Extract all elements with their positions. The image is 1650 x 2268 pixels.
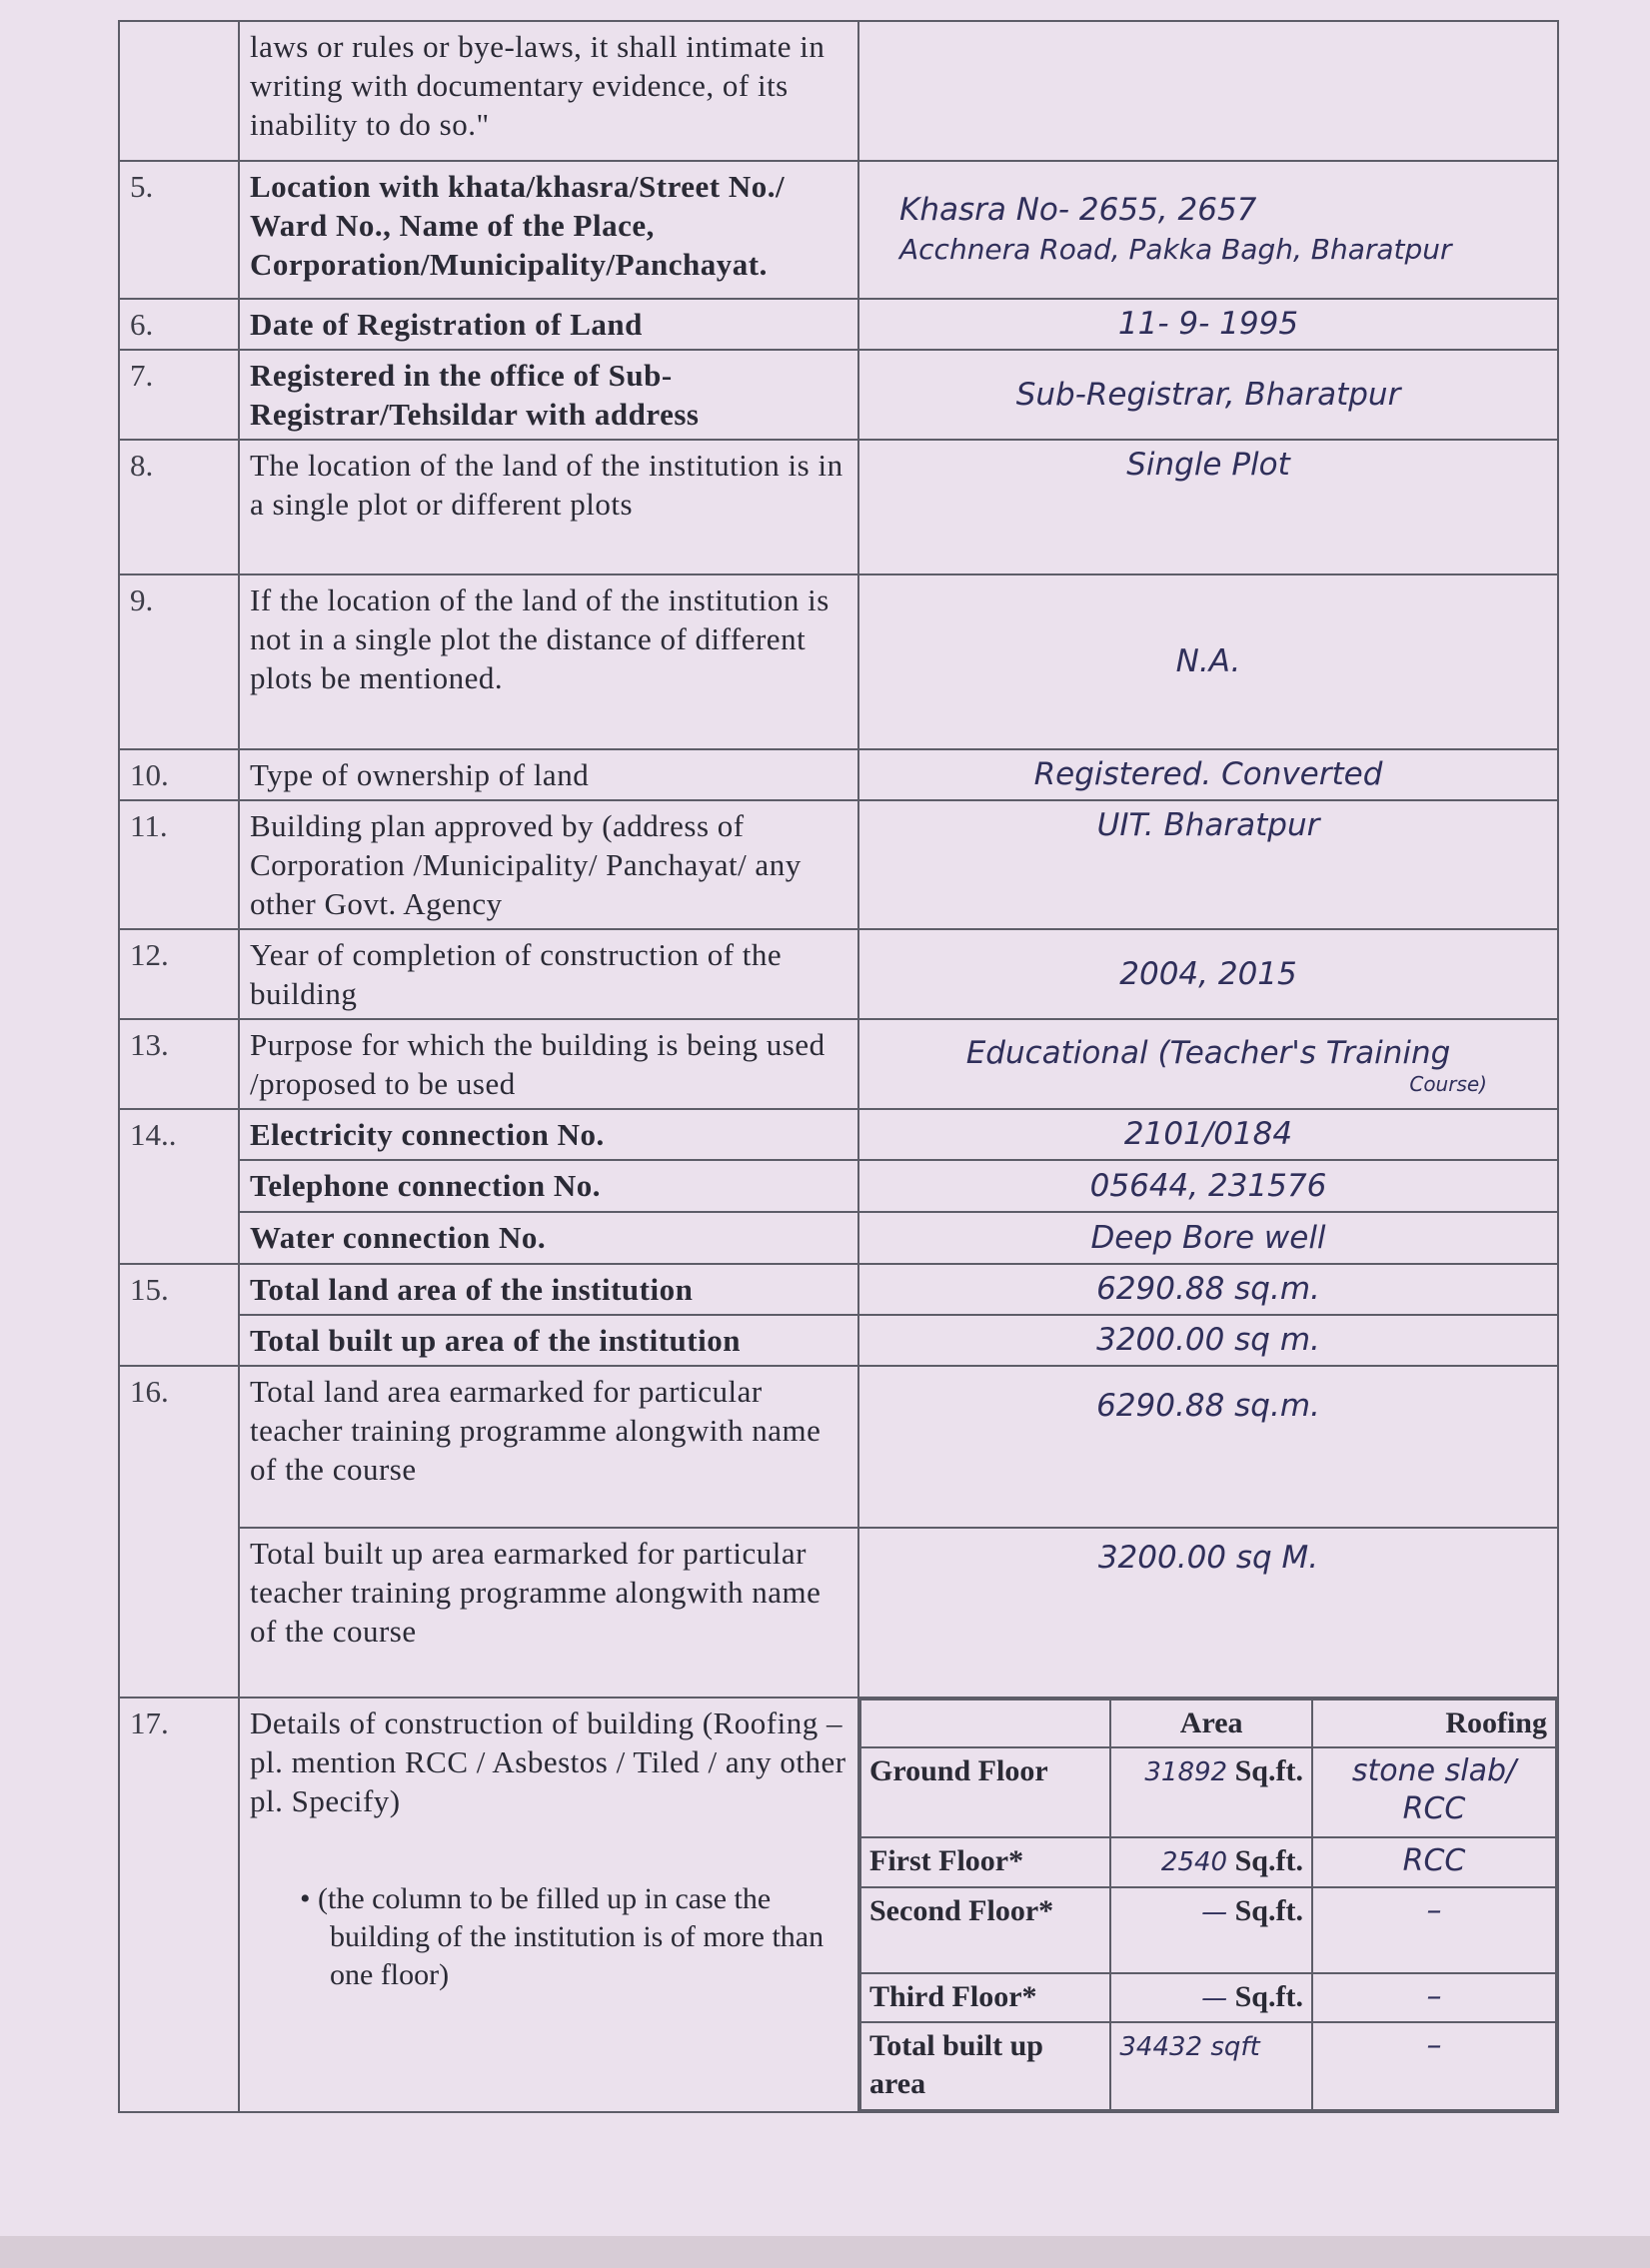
- row-value: 3200.00 sq m.: [858, 1315, 1558, 1366]
- purpose-value: Educational (Teacher's Training: [965, 1034, 1451, 1071]
- purpose-value-note: Course): [1409, 1071, 1487, 1096]
- table-row: [119, 929, 1558, 1019]
- serial-number: [119, 1212, 239, 1264]
- serial-number: 15.: [119, 1264, 239, 1315]
- row-value: 2101/0184: [858, 1109, 1558, 1160]
- construction-table: [859, 1699, 1557, 2111]
- table-row: [860, 1747, 1556, 1837]
- table-row: [119, 161, 1558, 299]
- table-row: [860, 2022, 1556, 2110]
- table-row: [119, 800, 1558, 929]
- row-value: 05644, 231576: [858, 1160, 1558, 1212]
- floor-note-text: (the column to be filled up in case the building of the institution is of more than one floor): [318, 1882, 825, 1991]
- row-description: laws or rules or bye-laws, it shall intimate in writing with documentary evidence, of its inability to do so.": [239, 21, 858, 161]
- table-row: [119, 440, 1558, 574]
- construction-header-row: [860, 1700, 1556, 1747]
- table-row: [119, 574, 1558, 749]
- table-row: [119, 1019, 1558, 1109]
- serial-number: [119, 1160, 239, 1212]
- row-value: [858, 161, 1558, 299]
- floor-roofing: RCC: [1312, 1837, 1556, 1887]
- serial-number: 12.: [119, 929, 239, 1019]
- serial-number: 8.: [119, 440, 239, 574]
- construction-row: [119, 1698, 1558, 2112]
- row-description: Purpose for which the building is being used /proposed to be used: [239, 1019, 858, 1109]
- floor-name: First Floor*: [860, 1837, 1110, 1887]
- row-description: Building plan approved by (address of Corporation /Municipality/ Panchayat/ any other Govt. Agency: [239, 800, 858, 929]
- row-description: Year of completion of construction of the building: [239, 929, 858, 1019]
- table-row: [119, 1109, 1558, 1160]
- khasra-value: Khasra No- 2655, 2657: [899, 192, 1257, 228]
- row-value: [858, 1019, 1558, 1109]
- floor-name: Second Floor*: [860, 1887, 1110, 1973]
- row-description: The location of the land of the institution is in a single plot or different plots: [239, 440, 858, 574]
- floor-area: 34432 sqft: [1110, 2022, 1312, 2110]
- serial-number: [119, 1315, 239, 1366]
- row-description: Total built up area of the institution: [239, 1315, 858, 1366]
- form-table: [118, 20, 1559, 2113]
- row-value: Single Plot: [858, 440, 1558, 574]
- row-description: Date of Registration of Land: [239, 299, 858, 350]
- row-value: N.A.: [858, 574, 1558, 749]
- floor-name: Ground Floor: [860, 1747, 1110, 1837]
- serial-number: 5.: [119, 161, 239, 299]
- table-row: [119, 21, 1558, 161]
- serial-number: 6.: [119, 299, 239, 350]
- table-row: [119, 1315, 1558, 1366]
- serial-number: 9.: [119, 574, 239, 749]
- table-row: [119, 1264, 1558, 1315]
- floor-area: — Sq.ft.: [1110, 1973, 1312, 2022]
- row-value: 3200.00 sq M.: [858, 1528, 1558, 1698]
- floor-roofing: stone slab/ RCC: [1312, 1747, 1556, 1837]
- floor-roofing: –: [1312, 2022, 1556, 2110]
- serial-number: [119, 1528, 239, 1698]
- serial-number: 14..: [119, 1109, 239, 1160]
- table-row: [119, 1212, 1558, 1264]
- table-row: [119, 1528, 1558, 1698]
- table-row: [119, 1366, 1558, 1528]
- serial-number: 10.: [119, 749, 239, 800]
- area-header: Area: [1110, 1700, 1312, 1747]
- floor-roofing: –: [1312, 1973, 1556, 2022]
- construction-description: Details of construction of building (Roofing – pl. mention RCC / Asbestos / Tiled / any other pl. Specify): [250, 1705, 846, 1818]
- table-row: [119, 299, 1558, 350]
- row-value: Deep Bore well: [858, 1212, 1558, 1264]
- floor-roofing: –: [1312, 1887, 1556, 1973]
- table-row: [119, 1160, 1558, 1212]
- serial-number: 11.: [119, 800, 239, 929]
- row-value: 6290.88 sq.m.: [858, 1264, 1558, 1315]
- serial-number: [119, 21, 239, 161]
- table-row: [860, 1837, 1556, 1887]
- serial-number: 7.: [119, 350, 239, 440]
- row-description: Location with khata/khasra/Street No./ Ward No., Name of the Place, Corporation/Municipality/Panchayat.: [239, 161, 858, 299]
- row-description: If the location of the land of the institution is not in a single plot the distance of different plots be mentioned.: [239, 574, 858, 749]
- row-value: UIT. Bharatpur: [858, 800, 1558, 929]
- roofing-header: Roofing: [1312, 1700, 1556, 1747]
- row-description: Water connection No.: [239, 1212, 858, 1264]
- row-value: Registered. Converted: [858, 749, 1558, 800]
- row-value: 2004, 2015: [858, 929, 1558, 1019]
- row-description: Registered in the office of Sub-Registrar/Tehsildar with address: [239, 350, 858, 440]
- floor-name: Total built up area: [860, 2022, 1110, 2110]
- row-description: Telephone connection No.: [239, 1160, 858, 1212]
- row-description: Total land area of the institution: [239, 1264, 858, 1315]
- table-row: [119, 749, 1558, 800]
- floor-name: Third Floor*: [860, 1973, 1110, 2022]
- floor-area: 31892 Sq.ft.: [1110, 1747, 1312, 1837]
- address-value: Acchnera Road, Pakka Bagh, Bharatpur: [899, 233, 1452, 266]
- sheet-bottom-edge: [0, 2236, 1650, 2268]
- table-row: [119, 350, 1558, 440]
- floor-note: • (the column to be filled up in case the building of the institution is of more than one floor): [300, 1882, 825, 1991]
- serial-number: 17.: [119, 1698, 239, 2112]
- table-row: [860, 1973, 1556, 2022]
- serial-number: 13.: [119, 1019, 239, 1109]
- row-value: 6290.88 sq.m.: [858, 1366, 1558, 1528]
- row-value: [858, 21, 1558, 161]
- serial-number: 16.: [119, 1366, 239, 1528]
- row-description: Electricity connection No.: [239, 1109, 858, 1160]
- floor-area: — Sq.ft.: [1110, 1887, 1312, 1973]
- row-description: Total land area earmarked for particular teacher training programme alongwith name of the course: [239, 1366, 858, 1528]
- row-description: Total built up area earmarked for particular teacher training programme alongwith name of the course: [239, 1528, 858, 1698]
- row-value: Sub-Registrar, Bharatpur: [858, 350, 1558, 440]
- floor-header: [860, 1700, 1110, 1747]
- row-value: 11- 9- 1995: [858, 299, 1558, 350]
- construction-details-cell: [858, 1698, 1558, 2112]
- table-row: [860, 1887, 1556, 1973]
- construction-description-cell: [239, 1698, 858, 2112]
- row-description: Type of ownership of land: [239, 749, 858, 800]
- floor-area: 2540 Sq.ft.: [1110, 1837, 1312, 1887]
